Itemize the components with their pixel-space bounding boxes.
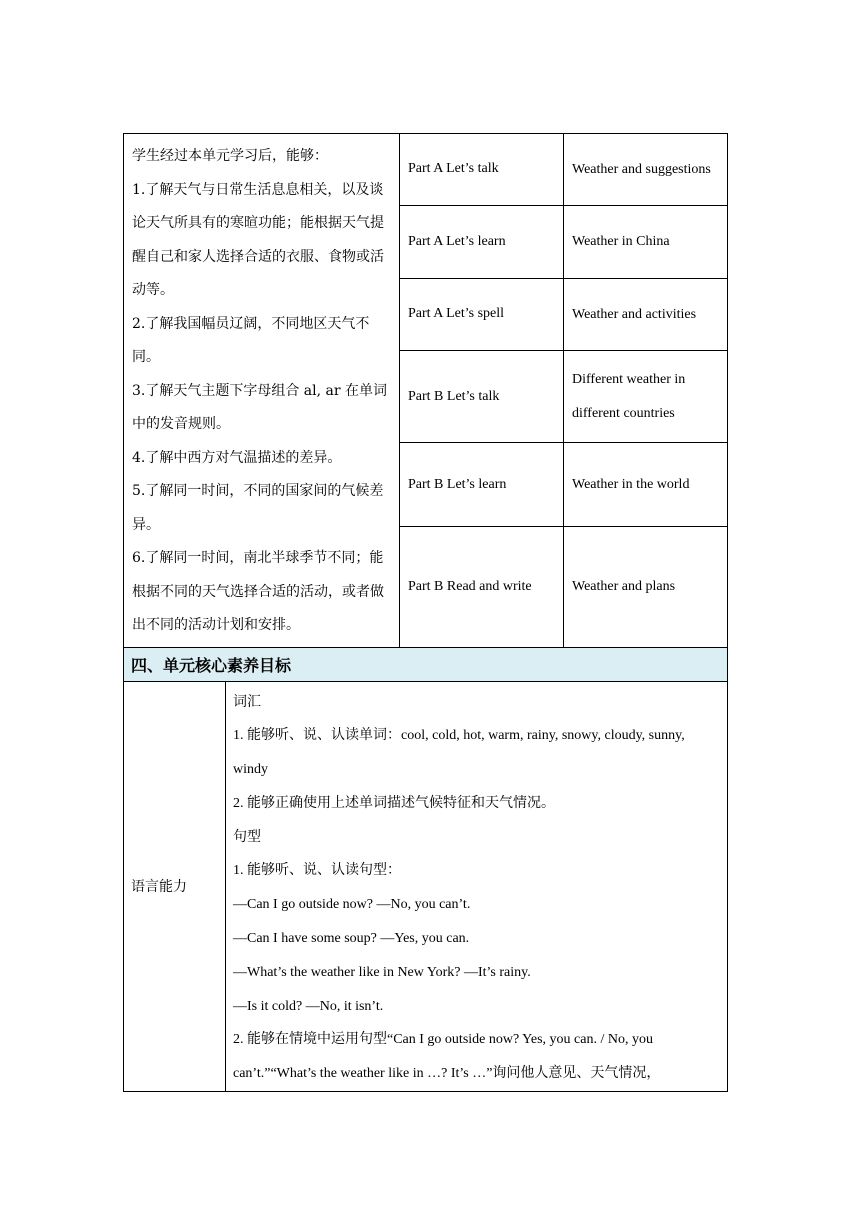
content-line: —Can I go outside now? —No, you can’t. [233,897,471,913]
goals-intro: 学生经过本单元学习后，能够： [132,148,328,164]
content-line: 词汇 [233,694,261,710]
lesson-part: Part B Let’s talk [400,351,564,443]
language-ability-label: 语言能力 [124,681,226,1092]
lesson-part: Part A Let’s spell [400,278,564,351]
content-line: 句型 [233,829,261,845]
lesson-topic: Different weather in different countries [564,351,728,443]
lesson-topic: Weather and plans [564,527,728,647]
content-line: 1. 能够听、说、认读句型： [233,863,401,879]
content-line: —What’s the weather like in New York? —It’s rainy. [233,964,531,980]
goal-item: 4.了解中西方对气温描述的差异。 [132,449,342,466]
lesson-part: Part A Let’s learn [400,205,564,278]
lesson-topic: Weather in China [564,205,728,278]
goal-item: 3.了解天气主题下字母组合 al, ar 在单词中的发音规则。 [132,382,388,432]
lesson-part: Part A Let’s talk [400,134,564,206]
content-line: —Is it cold? —No, it isn’t. [233,998,384,1014]
content-line: 2. 能够在情境中运用句型“Can I go outside now? Yes, you can. / No, you can’t.”“What’s the weather like in …? It’s …”询问他人意见、天气情况， [233,1032,661,1082]
lesson-part: Part B Let’s learn [400,443,564,527]
learning-goals-cell [124,134,400,648]
language-ability-content [226,681,728,1092]
lesson-part: Part B Read and write [400,527,564,647]
core-goals-table [123,648,728,1093]
document-body [123,133,727,1092]
lesson-topic: Weather and suggestions [564,134,728,206]
goal-item: 2.了解我国幅员辽阔，不同地区天气不同。 [132,315,370,365]
content-line: —Can I have some soup? —Yes, you can. [233,931,470,947]
lesson-topic: Weather and activities [564,278,728,351]
goal-item: 5.了解同一时间，不同的国家间的气候差异。 [132,483,384,533]
lesson-table [123,133,728,648]
goal-item: 1.了解天气与日常生活息息相关，以及谈论天气所具有的寒暄功能；能根据天气提醒自己和家人选择合适的衣服、食物或活动等。 [132,181,384,298]
lesson-topic: Weather in the world [564,443,728,527]
content-line: 2. 能够正确使用上述单词描述气候特征和天气情况。 [233,795,555,811]
content-line: 1. 能够听、说、认读单词：cool, cold, hot, warm, rainy, snowy, cloudy, sunny, windy [233,728,685,778]
section-header: 四、单元核心素养目标 [124,648,728,682]
goal-item: 6.了解同一时间，南北半球季节不同；能根据不同的天气选择合适的活动，或者做出不同的活动计划和安排。 [132,550,384,633]
